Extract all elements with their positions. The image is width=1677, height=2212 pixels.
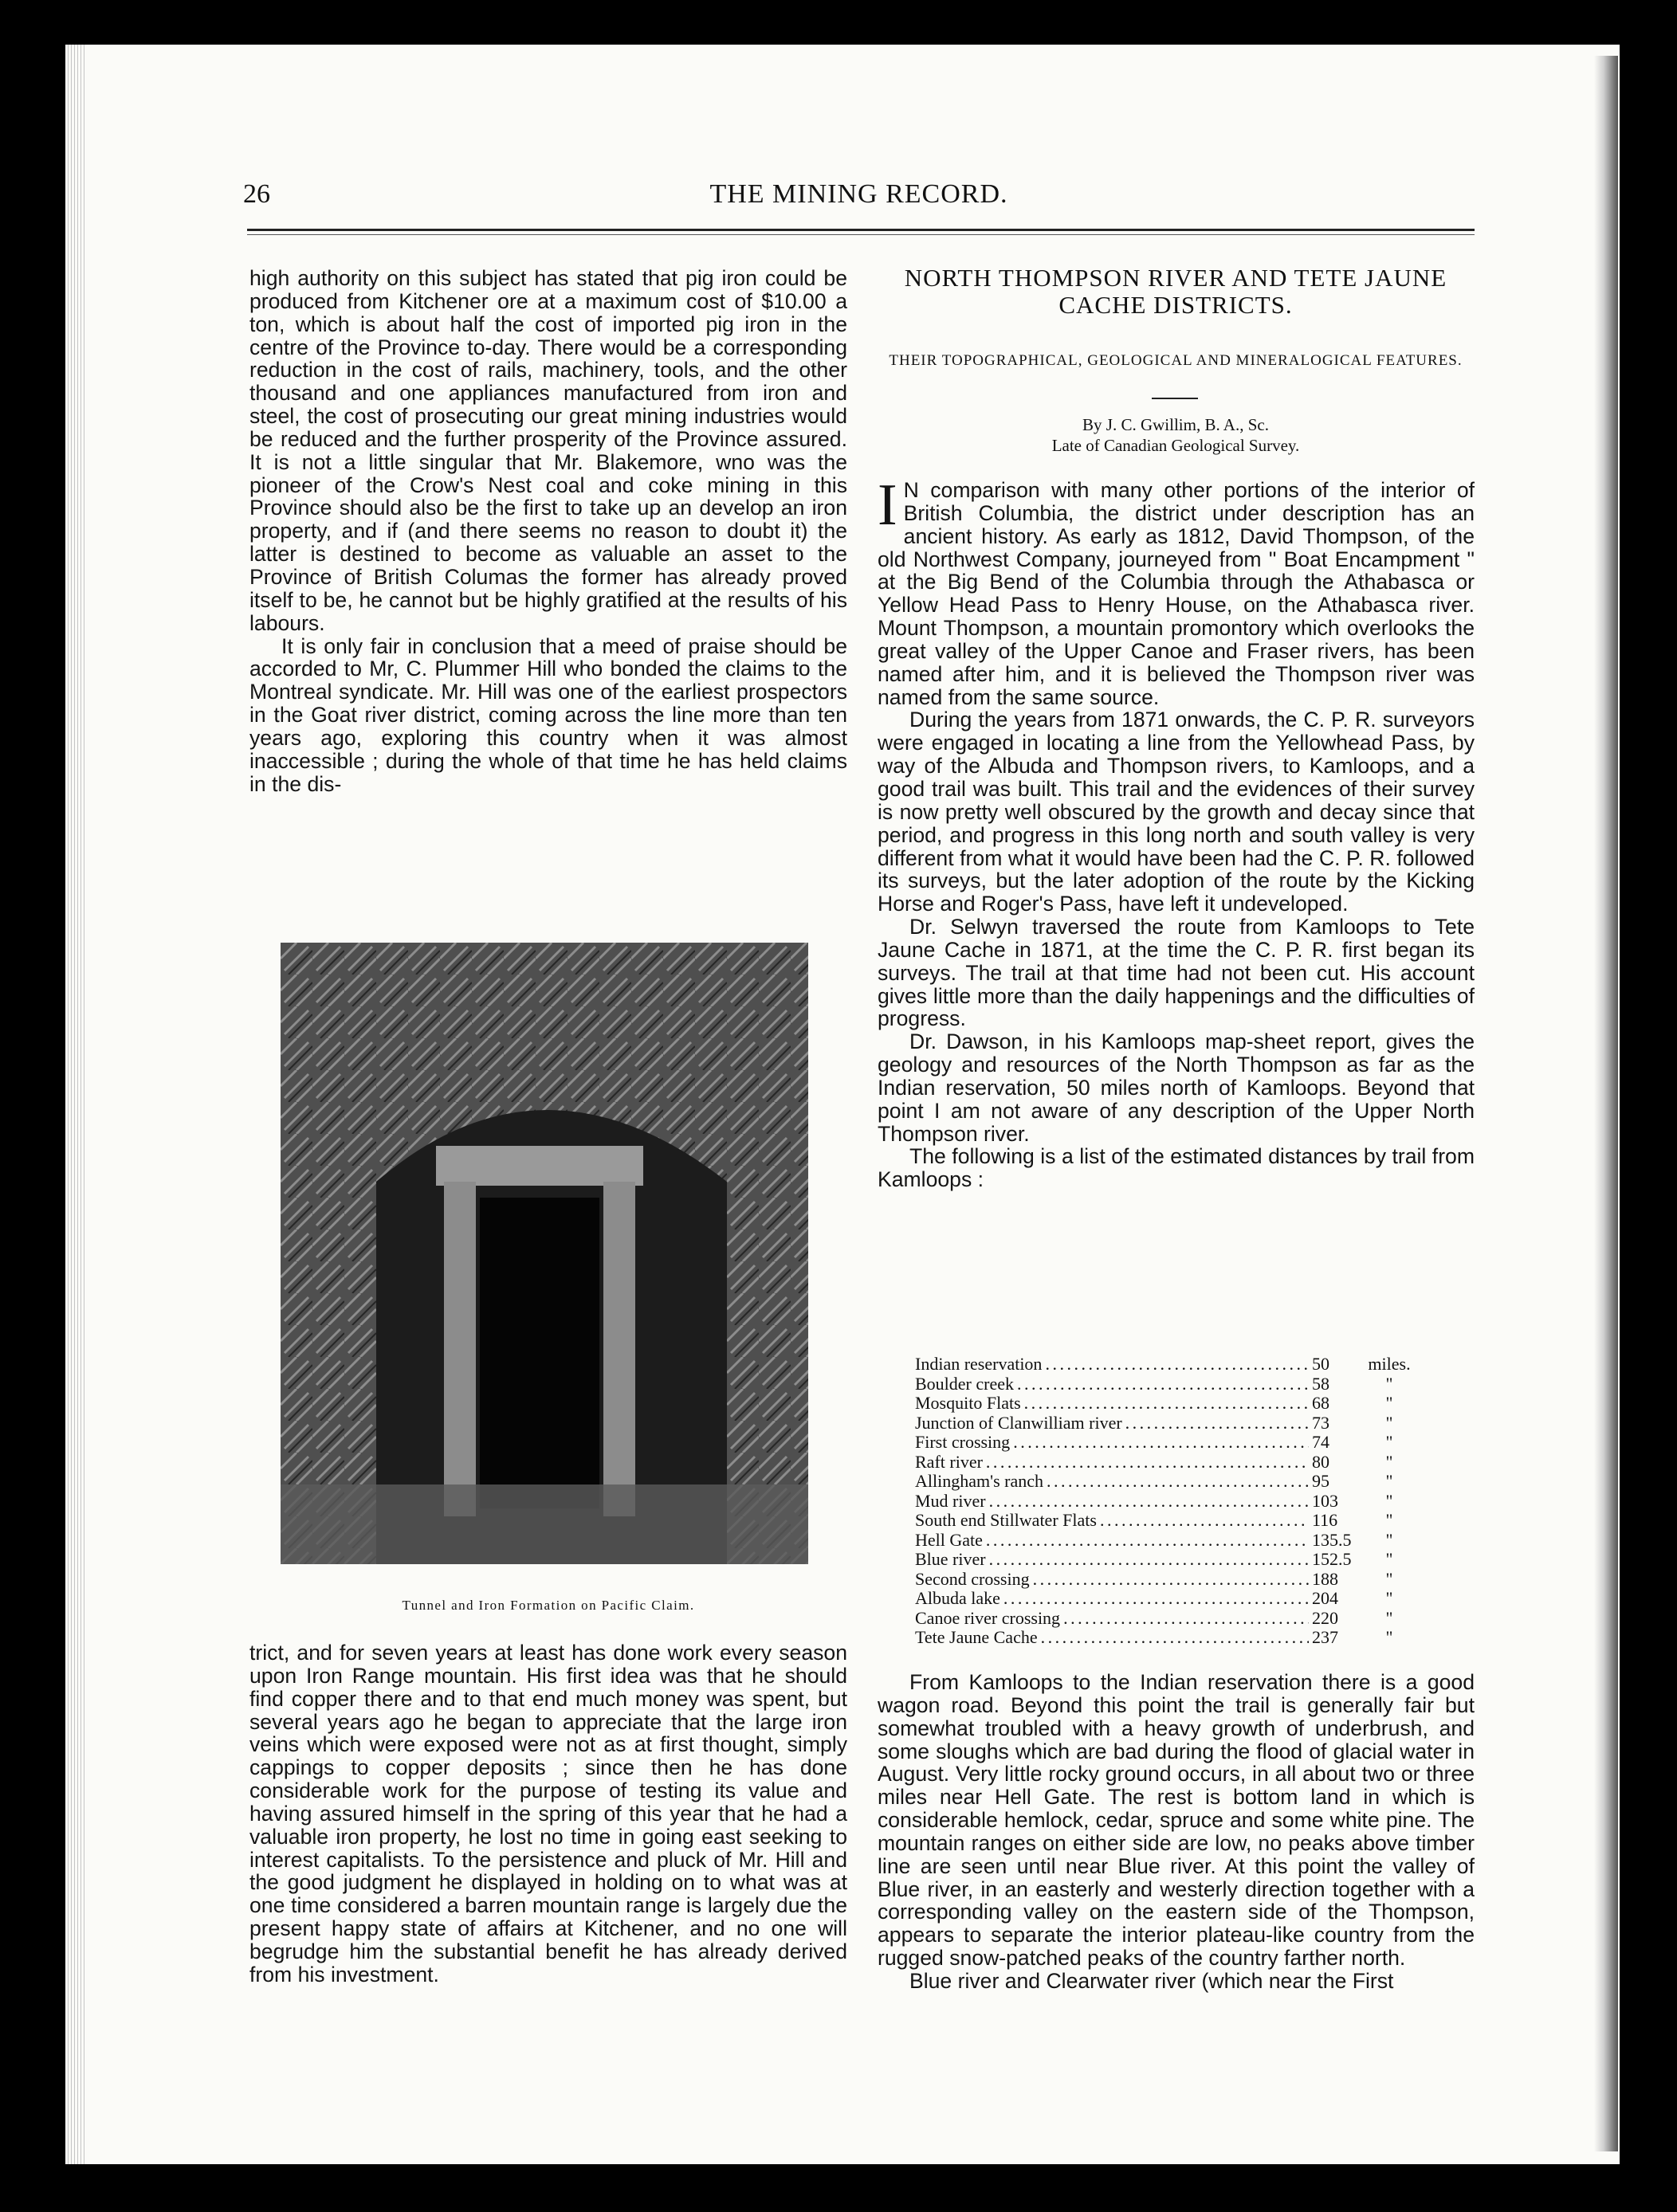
unit: " (1385, 1393, 1393, 1413)
distance-row (915, 1355, 1425, 1375)
unit: " (1385, 1471, 1393, 1491)
place: First crossing (915, 1432, 1011, 1452)
unit: " (1385, 1607, 1393, 1628)
paragraph: Dr. Selwyn traversed the route from Kamloops to Tete Jaune Cache in 1871, at the time the C. P. R. first began its surveys. The trail at that time had not been cut. His account gives little more than the daily happenings and the difficulties of progress. (878, 915, 1475, 1031)
place: Boulder creek (915, 1373, 1014, 1394)
paragraph-opening (878, 473, 1475, 709)
paragraph: It is only fair in conclusion that a meed of praise should be accorded to Mr, C. Plummer Hill who bonded the claims to the Montreal syndicate. Mr. Hill was one of the earliest prospectors in the Goat river district, coming across the line more than ten years ago, exploring this country when it was almost inaccessible ; during the whole of that time he has held claims in the dis- (249, 633, 847, 796)
place: South end Stillwater Flats (915, 1510, 1097, 1530)
place: Allingham's ranch (915, 1471, 1043, 1491)
place: Mosquito Flats (915, 1393, 1021, 1413)
miles: 103 (1312, 1490, 1338, 1511)
miles: 152.5 (1312, 1549, 1352, 1569)
byline-block (877, 414, 1475, 456)
place: Raft river (915, 1451, 983, 1472)
right-column (878, 473, 1475, 1192)
place: Albuda lake (915, 1588, 1000, 1608)
binding-shadow (1594, 56, 1618, 2151)
distance-row (915, 1531, 1425, 1551)
header-rule-thin (247, 234, 1475, 235)
miles: 204 (1312, 1588, 1338, 1608)
unit: " (1385, 1510, 1393, 1530)
place: Canoe river crossing (915, 1607, 1061, 1628)
paragraph: Blue river and Clearwater river (which near the First (909, 1968, 1394, 1993)
article-title: NORTH THOMPSON RIVER AND TETE JAUNE CACHE DISTRICTS. (904, 264, 1447, 319)
miles: 135.5 (1312, 1529, 1352, 1550)
opening-text: N comparison with many other portions of the interior of British Columbia, the district under description has an ancient history. As early as 1812, David Thompson, of the old Northwest Company, journeyed from " Boat Encampment " at the Big Bend of the Columbia through the Athabasca or Yellow Head Pass to Henry House, on the Athabasca river. Mount Thompson, a mountain promontory which overlooks the great valley of the Upper Canoe and Fraser rivers, has been named after him, and it is believed the Thompson river was named from the same source. (878, 478, 1475, 709)
page-header (243, 179, 1475, 219)
tunnel-photo-art (281, 943, 808, 1564)
place: Blue river (915, 1549, 986, 1569)
miles: 80 (1312, 1451, 1329, 1472)
unit: " (1385, 1529, 1393, 1550)
unit: " (1385, 1568, 1393, 1589)
paragraph: During the years from 1871 onwards, the C. P. R. surveyors were engaged in locating a line from the Yellowhead Pass, by way of the Albuda and Thompson rivers, to Kamloops, and a good trail was built. This trail and the evidences of their survey is now pretty well obscured by the growth and decay since that period, and progress in this long north and south valley is very different from what it would have been had the C. P. R. followed its surveys, but the later adoption of the route by the Kicking Horse and Roger's Pass, have left it undeveloped. (878, 708, 1475, 916)
distance-row (915, 1414, 1425, 1433)
place: Hell Gate (915, 1529, 983, 1550)
unit: " (1385, 1373, 1393, 1394)
title-rule (1152, 398, 1198, 399)
unit: " (1385, 1627, 1393, 1647)
paragraph: trict, and for seven years at least has done work every season upon Iron Range mountain. His first idea was that he should find copper there and to that end much money was spent, but several years ago he began to appreciate that the large iron veins which were exposed were not as at first thought, simply cappings to copper deposits ; since then he has done considerable work for the purpose of testing its value and having assured himself in the spring of this year that he had a valuable iron property, he lost no time in going east seeking to interest capitalists. To the persistence and pluck of Mr. Hill and the good judgment he displayed in holding on to what was at one time considered a barren mountain range is largely due the present happy state of affairs at Kitchener, and no one will begrudge him the substantial benefit he has already derived from his investment. (249, 1641, 847, 1986)
right-column-bottom (878, 1671, 1475, 1993)
distance-row (915, 1550, 1425, 1570)
place: Tete Jaune Cache (915, 1627, 1038, 1647)
unit: " (1385, 1432, 1393, 1452)
distance-row (915, 1472, 1425, 1492)
drop-cap: I (878, 473, 897, 538)
paragraph: Dr. Dawson, in his Kamloops map-sheet report, gives the geology and resources of the North Thompson as far as the Indian reservation, 50 miles north of Kamloops. Beyond that point I am not aware of any description of the Upper North Thompson river. (878, 1030, 1475, 1146)
photo-caption: Tunnel and Iron Formation on Pacific Claim. (402, 1598, 695, 1613)
unit: " (1385, 1451, 1393, 1472)
distance-row (915, 1492, 1425, 1512)
tunnel-photo (281, 943, 808, 1564)
distance-table (915, 1355, 1425, 1648)
paragraph: The following is a list of the estimated distances by trail from Kamloops : (878, 1144, 1475, 1192)
miles: 73 (1312, 1412, 1329, 1433)
miles: 50 (1312, 1354, 1329, 1374)
miles: 74 (1312, 1432, 1329, 1452)
header-rule (247, 229, 1475, 231)
byline: By J. C. Gwillim, B. A., Sc. (1082, 415, 1269, 434)
running-title: THE MINING RECORD. (709, 179, 1008, 209)
left-column-top (249, 267, 847, 795)
unit: " (1385, 1549, 1393, 1569)
left-column-bottom (249, 1641, 847, 1986)
distance-row (915, 1511, 1425, 1531)
place: Indian reservation (915, 1354, 1043, 1374)
miles: 95 (1312, 1471, 1329, 1491)
distance-row (915, 1628, 1425, 1648)
distance-row (915, 1433, 1425, 1453)
distance-row (915, 1570, 1425, 1590)
distance-row (915, 1453, 1425, 1473)
unit: " (1385, 1588, 1393, 1608)
miles: 237 (1312, 1627, 1338, 1647)
miles: 220 (1312, 1607, 1338, 1628)
distance-row (915, 1394, 1425, 1414)
paragraph: high authority on this subject has stated that pig iron could be produced from Kitchener ore at a maximum cost of $10.00 a ton, which is about half the cost of imported pig iron in the centre of the Province to-day. There would be a corresponding reduction in the cost of rails, machinery, tools, and the other thousand and one appliances manufactured from iron and steel, the cost of prosecuting our great mining industries would be reduced and the further prosperity of the Province assured. It is not a little singular that Mr. Blakemore, wno was the pioneer of the Crow's Nest coal and coke mining in this Province should also be the first to take up an develop an iron property, and if (and there seems no reason to doubt it) the latter is destined to become as valuable an asset to the Province of British Columas the former has already proved itself to be, he cannot but be highly gratified at the results of his labours. (249, 266, 847, 635)
miles: 116 (1312, 1510, 1338, 1530)
miles: 188 (1312, 1568, 1338, 1589)
miles: 58 (1312, 1373, 1329, 1394)
paragraph: From Kamloops to the Indian reservation there is a good wagon road. Beyond this point the trail is generally fair but somewhat troubled with a heavy growth of underbrush, and some sloughs which are bad during the flood of glacial water in August. Very little rocky ground occurs, in all about two or three miles near Hell Gate. The rest is bottom land in which is considerable hemlock, cedar, spruce and some white pine. The mountain ranges on either side are low, no peaks above timber line are seen until near Blue river. At this point the valley of Blue river, in an easterly and westerly direction together with a corresponding valley on the eastern side of the Thompson, appears to separate the interior plateau-like country from the rugged snow-patched peaks of the country farther north. (878, 1670, 1475, 1971)
place: Second crossing (915, 1568, 1030, 1589)
distance-row (915, 1609, 1425, 1629)
miles: 68 (1312, 1393, 1329, 1413)
unit: " (1385, 1490, 1393, 1511)
page-edge (65, 45, 86, 2164)
page-number: 26 (243, 179, 270, 209)
distance-row (915, 1589, 1425, 1609)
article-subtitle: THEIR TOPOGRAPHICAL, GEOLOGICAL AND MINERALOGICAL FEATURES. (889, 352, 1463, 369)
unit: " (1385, 1412, 1393, 1433)
unit: miles. (1368, 1354, 1411, 1374)
place: Junction of Clanwilliam river (915, 1412, 1122, 1433)
affiliation: Late of Canadian Geological Survey. (1051, 436, 1300, 455)
distance-row (915, 1375, 1425, 1394)
place: Mud river (915, 1490, 986, 1511)
